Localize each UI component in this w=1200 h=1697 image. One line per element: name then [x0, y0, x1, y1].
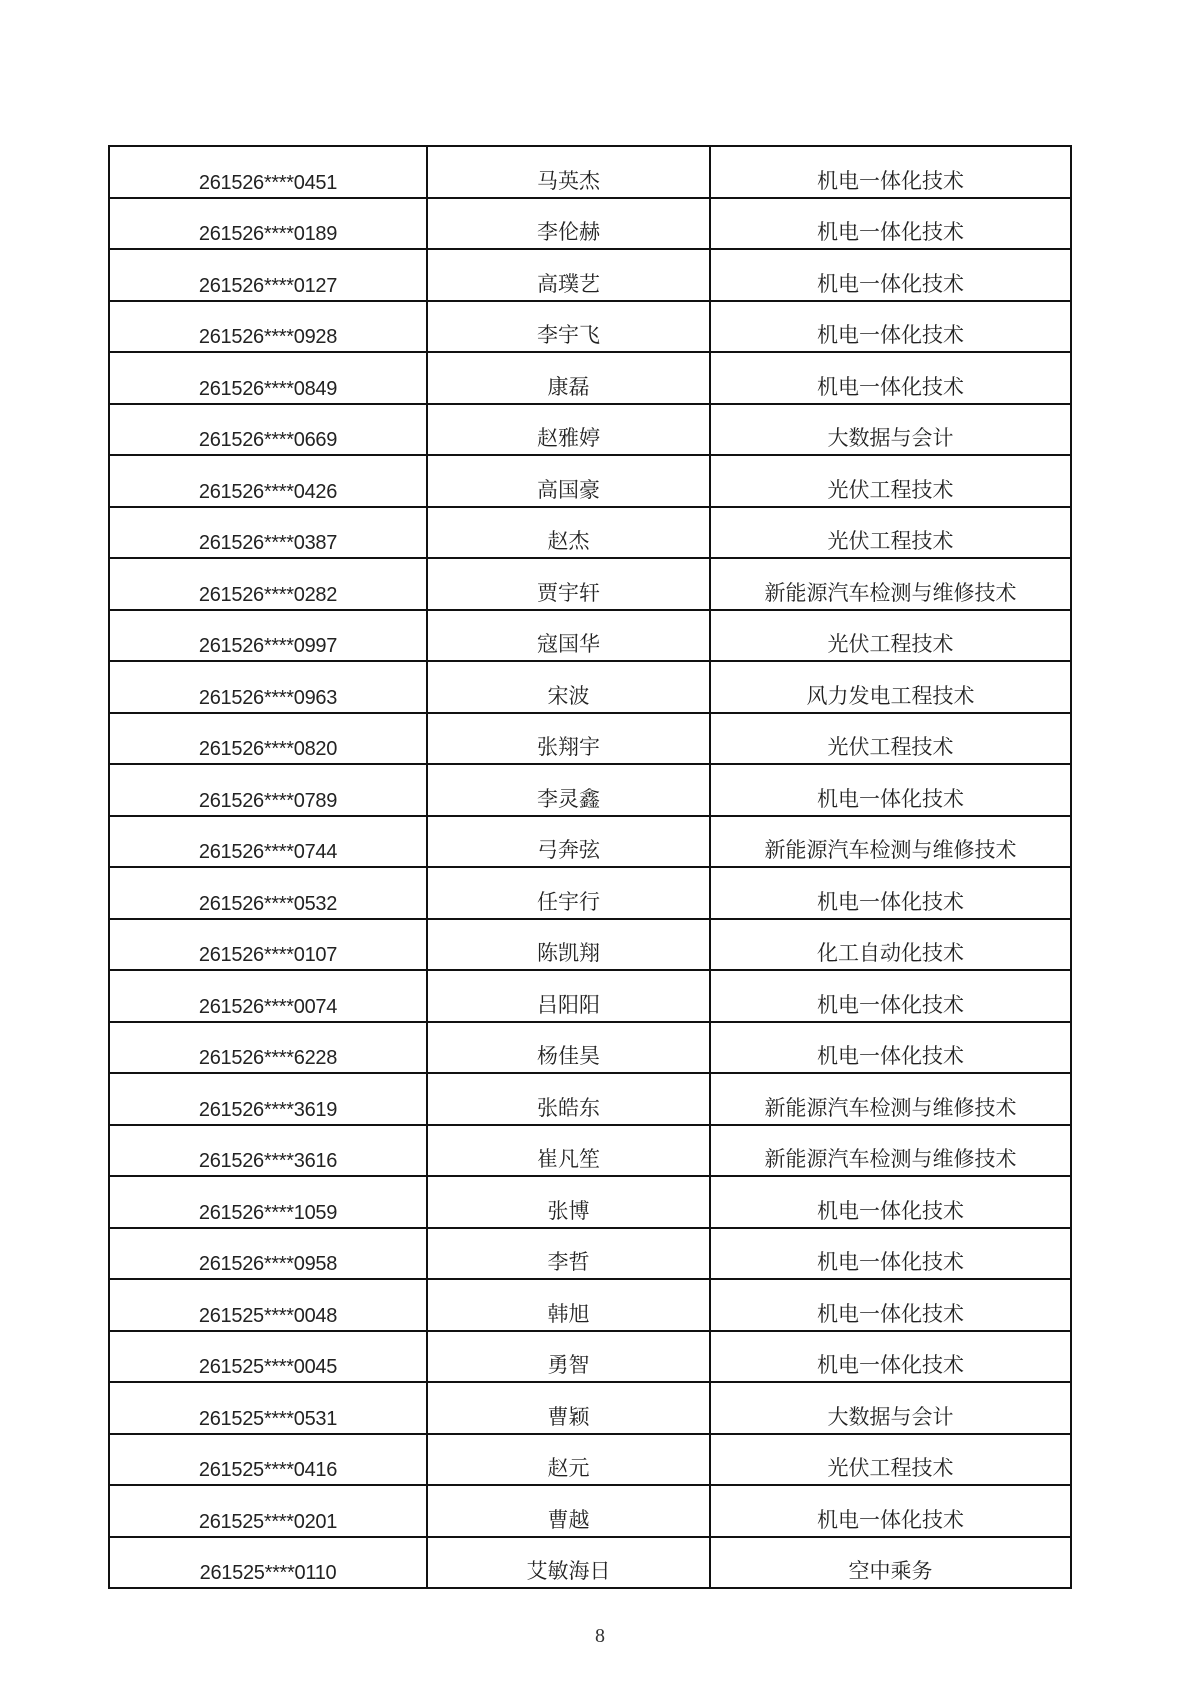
table-row [109, 301, 1071, 353]
student-name-cell: 吕阳阳 [427, 970, 710, 1022]
major-cell: 机电一体化技术 [710, 867, 1071, 919]
student-name-cell: 高国豪 [427, 455, 710, 507]
major-cell: 大数据与会计 [710, 1382, 1071, 1434]
major-cell: 大数据与会计 [710, 404, 1071, 456]
table-row [109, 198, 1071, 250]
exam-id-cell: 261526****0074 [109, 970, 427, 1022]
student-name-cell: 李哲 [427, 1228, 710, 1280]
exam-id-cell: 261526****6228 [109, 1022, 427, 1074]
exam-id-cell: 261526****0789 [109, 764, 427, 816]
major-cell: 机电一体化技术 [710, 1022, 1071, 1074]
exam-id-cell: 261525****0531 [109, 1382, 427, 1434]
table-row [109, 1382, 1071, 1434]
student-name-cell: 赵杰 [427, 507, 710, 559]
student-roster-table [108, 145, 1072, 1589]
major-cell: 机电一体化技术 [710, 1228, 1071, 1280]
major-cell: 光伏工程技术 [710, 713, 1071, 765]
exam-id-cell: 261526****0189 [109, 198, 427, 250]
major-cell: 新能源汽车检测与维修技术 [710, 1073, 1071, 1125]
student-name-cell: 贾宇轩 [427, 558, 710, 610]
major-cell: 光伏工程技术 [710, 610, 1071, 662]
exam-id-cell: 261526****3616 [109, 1125, 427, 1177]
student-name-cell: 张翔宇 [427, 713, 710, 765]
major-cell: 机电一体化技术 [710, 1485, 1071, 1537]
major-cell: 化工自动化技术 [710, 919, 1071, 971]
table-row [109, 1279, 1071, 1331]
exam-id-cell: 261526****0282 [109, 558, 427, 610]
exam-id-cell: 261526****0451 [109, 146, 427, 198]
table-row [109, 661, 1071, 713]
student-name-cell: 康磊 [427, 352, 710, 404]
student-name-cell: 马英杰 [427, 146, 710, 198]
table-row [109, 610, 1071, 662]
table-row [109, 1331, 1071, 1383]
exam-id-cell: 261526****0426 [109, 455, 427, 507]
table-row [109, 352, 1071, 404]
student-name-cell: 寇国华 [427, 610, 710, 662]
student-name-cell: 宋波 [427, 661, 710, 713]
exam-id-cell: 261526****0744 [109, 816, 427, 868]
table-row [109, 558, 1071, 610]
exam-id-cell: 261525****0045 [109, 1331, 427, 1383]
table-row [109, 970, 1071, 1022]
exam-id-cell: 261525****0110 [109, 1537, 427, 1589]
table-row [109, 1073, 1071, 1125]
table-row [109, 249, 1071, 301]
student-name-cell: 勇智 [427, 1331, 710, 1383]
table-row [109, 816, 1071, 868]
page-number: 8 [595, 1625, 605, 1647]
major-cell: 光伏工程技术 [710, 455, 1071, 507]
table-row [109, 867, 1071, 919]
major-cell: 空中乘务 [710, 1537, 1071, 1589]
student-name-cell: 赵元 [427, 1434, 710, 1486]
exam-id-cell: 261526****0958 [109, 1228, 427, 1280]
major-cell: 风力发电工程技术 [710, 661, 1071, 713]
student-name-cell: 张博 [427, 1176, 710, 1228]
table-row [109, 1434, 1071, 1486]
major-cell: 机电一体化技术 [710, 249, 1071, 301]
table-row [109, 1022, 1071, 1074]
major-cell: 光伏工程技术 [710, 507, 1071, 559]
major-cell: 机电一体化技术 [710, 352, 1071, 404]
exam-id-cell: 261525****0048 [109, 1279, 427, 1331]
major-cell: 光伏工程技术 [710, 1434, 1071, 1486]
exam-id-cell: 261526****0669 [109, 404, 427, 456]
student-name-cell: 艾敏海日 [427, 1537, 710, 1589]
exam-id-cell: 261526****0127 [109, 249, 427, 301]
student-name-cell: 张皓东 [427, 1073, 710, 1125]
major-cell: 机电一体化技术 [710, 198, 1071, 250]
table-row [109, 1176, 1071, 1228]
table-row [109, 1537, 1071, 1589]
major-cell: 机电一体化技术 [710, 1279, 1071, 1331]
exam-id-cell: 261525****0416 [109, 1434, 427, 1486]
exam-id-cell: 261526****0928 [109, 301, 427, 353]
exam-id-cell: 261526****1059 [109, 1176, 427, 1228]
major-cell: 机电一体化技术 [710, 1176, 1071, 1228]
exam-id-cell: 261526****0997 [109, 610, 427, 662]
table-row [109, 404, 1071, 456]
major-cell: 机电一体化技术 [710, 1331, 1071, 1383]
student-name-cell: 李灵鑫 [427, 764, 710, 816]
major-cell: 机电一体化技术 [710, 301, 1071, 353]
exam-id-cell: 261526****0849 [109, 352, 427, 404]
student-name-cell: 杨佳昊 [427, 1022, 710, 1074]
major-cell: 新能源汽车检测与维修技术 [710, 1125, 1071, 1177]
student-name-cell: 弓奔弦 [427, 816, 710, 868]
table-row [109, 146, 1071, 198]
major-cell: 机电一体化技术 [710, 146, 1071, 198]
student-name-cell: 崔凡笙 [427, 1125, 710, 1177]
student-name-cell: 韩旭 [427, 1279, 710, 1331]
table-row [109, 1125, 1071, 1177]
exam-id-cell: 261526****0532 [109, 867, 427, 919]
roster-table-body [109, 146, 1071, 1588]
exam-id-cell: 261525****0201 [109, 1485, 427, 1537]
exam-id-cell: 261526****0820 [109, 713, 427, 765]
table-row [109, 1485, 1071, 1537]
student-name-cell: 李伦赫 [427, 198, 710, 250]
major-cell: 机电一体化技术 [710, 970, 1071, 1022]
major-cell: 新能源汽车检测与维修技术 [710, 816, 1071, 868]
table-row [109, 455, 1071, 507]
table-row [109, 1228, 1071, 1280]
student-name-cell: 高璞艺 [427, 249, 710, 301]
table-row [109, 713, 1071, 765]
student-name-cell: 曹颖 [427, 1382, 710, 1434]
student-name-cell: 李宇飞 [427, 301, 710, 353]
major-cell: 机电一体化技术 [710, 764, 1071, 816]
major-cell: 新能源汽车检测与维修技术 [710, 558, 1071, 610]
student-name-cell: 曹越 [427, 1485, 710, 1537]
student-name-cell: 赵雅婷 [427, 404, 710, 456]
exam-id-cell: 261526****3619 [109, 1073, 427, 1125]
exam-id-cell: 261526****0387 [109, 507, 427, 559]
exam-id-cell: 261526****0107 [109, 919, 427, 971]
student-name-cell: 任宇行 [427, 867, 710, 919]
table-row [109, 919, 1071, 971]
table-row [109, 764, 1071, 816]
student-name-cell: 陈凯翔 [427, 919, 710, 971]
table-row [109, 507, 1071, 559]
exam-id-cell: 261526****0963 [109, 661, 427, 713]
